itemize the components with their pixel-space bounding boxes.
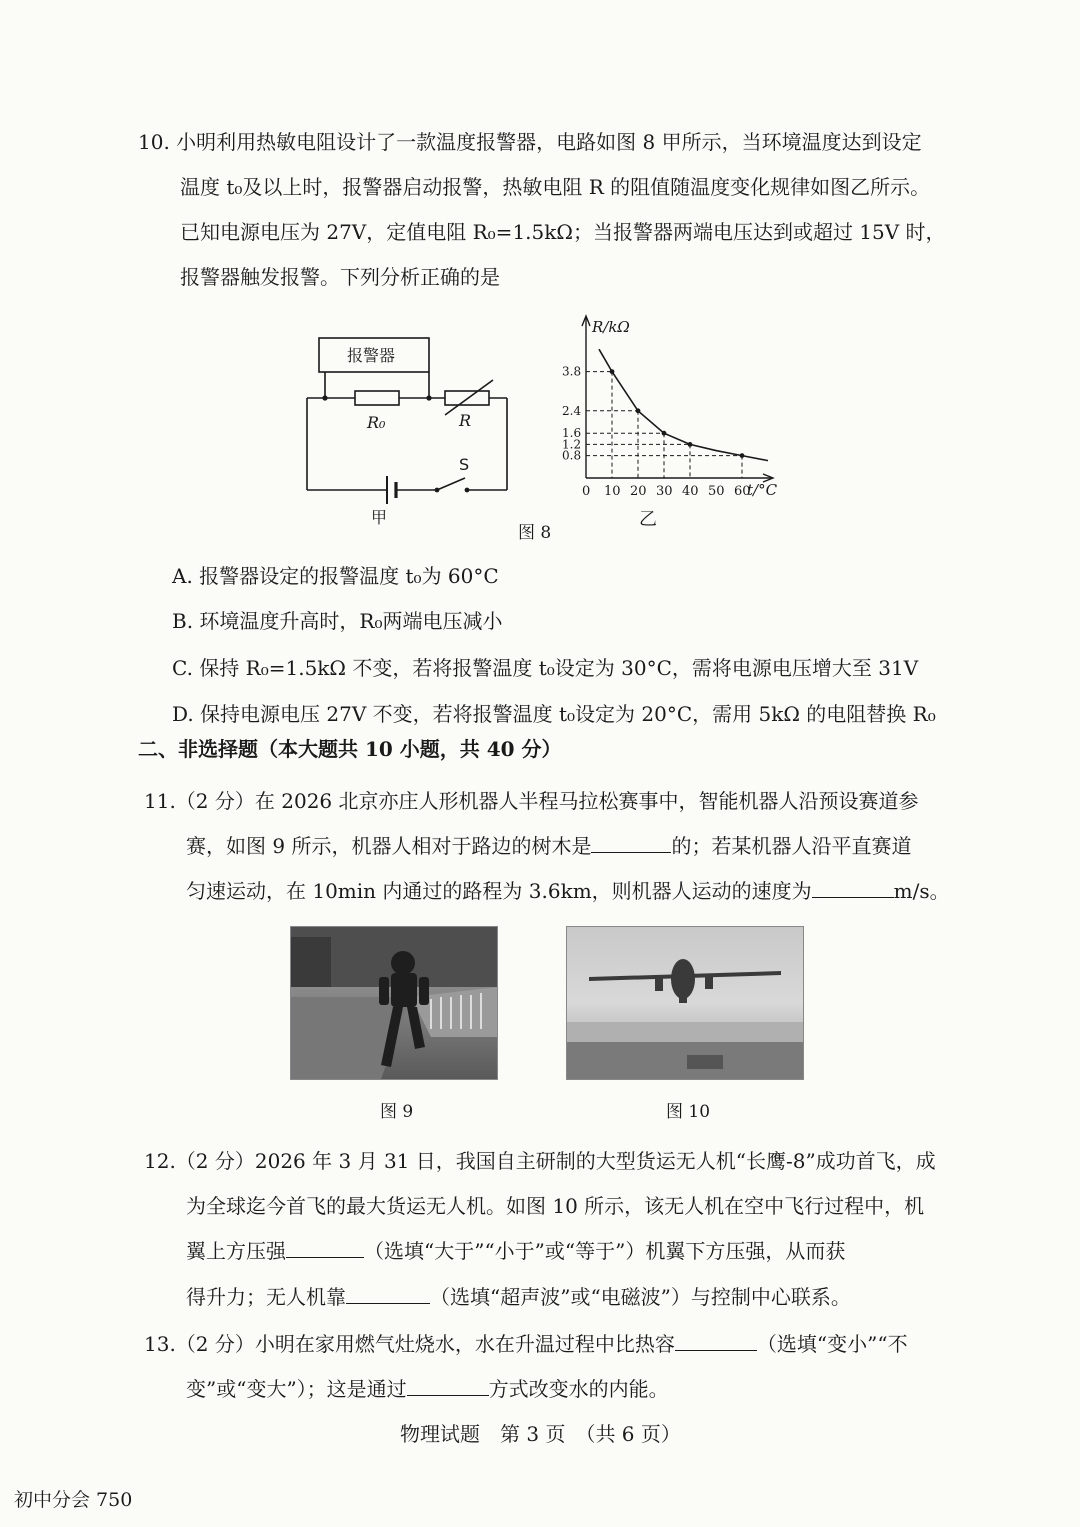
option-d: D. 保持电源电压 27V 不变，若将报警温度 t₀设定为 20°C，需用 5kΩ 的电阻替换 R₀ <box>172 702 936 726</box>
x-tick-label-3: 30 <box>656 484 673 499</box>
option-c: C. 保持 R₀=1.5kΩ 不变，若将报警温度 t₀设定为 30°C，需将电源电压增大至 31V <box>172 656 919 680</box>
circuit-diagram <box>295 330 525 530</box>
q12-line-4 <box>186 1283 851 1311</box>
r-label: R <box>459 411 472 430</box>
switch-label: S <box>459 455 470 474</box>
q13-l1a: 13.（2 分）小明在家用燃气灶烧水，水在升温过程中比热容 <box>144 1332 675 1356</box>
figure-10-photo <box>566 926 804 1080</box>
r-t-graph <box>555 312 795 532</box>
figure-9-photo <box>290 926 498 1080</box>
figure-9-caption: 图 9 <box>380 1102 414 1122</box>
q11-blank-2[interactable] <box>812 877 894 898</box>
q12-line-2: 为全球迄今首飞的最大货运无人机。如图 10 所示，该无人机在空中飞行过程中，机 <box>186 1194 925 1218</box>
data-point-4 <box>740 453 745 458</box>
q10-line-4: 报警器触发报警。下列分析正确的是 <box>180 265 500 289</box>
data-point-1 <box>636 408 641 413</box>
q11-line-1: 11.（2 分）在 2026 北京亦庄人形机器人半程马拉松赛事中，智能机器人沿预设赛道参 <box>144 789 919 813</box>
data-point-0 <box>610 369 615 374</box>
q13-line-1 <box>144 1330 908 1358</box>
q12-l4a: 得升力；无人机靠 <box>186 1285 346 1309</box>
q12-l3b: （选填“大于”“小于”或“等于”）机翼下方压强，从而获 <box>364 1239 846 1263</box>
x-tick-label-2: 20 <box>630 484 647 499</box>
q11-l2b: 的；若某机器人沿平直赛道 <box>671 834 912 858</box>
data-point-2 <box>662 431 667 436</box>
r0-label: R₀ <box>367 413 386 432</box>
q10-line-1: 10. 小明利用热敏电阻设计了一款温度报警器，电路如图 8 甲所示，当环境温度达到设定 <box>138 130 922 154</box>
q13-blank-1[interactable] <box>675 1330 757 1351</box>
q12-line-1: 12.（2 分）2026 年 3 月 31 日，我国自主研制的大型货运无人机“长鹰-8”成功首飞，成 <box>144 1149 936 1173</box>
y-tick-label-1: 1.2 <box>562 437 582 452</box>
option-a: A. 报警器设定的报警温度 t₀为 60°C <box>172 564 499 588</box>
x-tick-label-5: 50 <box>708 484 725 499</box>
y-tick-label-4: 3.8 <box>562 364 582 379</box>
q13-l1b: （选填“变小”“不 <box>756 1332 908 1356</box>
q13-l2b: 方式改变水的内能。 <box>488 1377 669 1401</box>
q13-blank-2[interactable] <box>407 1375 489 1396</box>
option-b: B. 环境温度升高时，R₀两端电压减小 <box>172 609 503 633</box>
q11-l2a: 赛，如图 9 所示，机器人相对于路边的树木是 <box>186 834 592 858</box>
section-2-heading: 二、非选择题（本大题共 10 小题，共 40 分） <box>138 737 562 761</box>
q12-blank-1[interactable] <box>286 1237 364 1258</box>
q11-line-2 <box>186 832 911 860</box>
y-axis-label: R/kΩ <box>592 318 630 336</box>
graph-caption: 乙 <box>639 509 657 530</box>
r0-resistor <box>355 391 399 405</box>
x-axis-label: t/°C <box>747 481 778 499</box>
figure-8-caption: 图 8 <box>518 523 552 543</box>
q11-blank-1[interactable] <box>591 832 671 853</box>
x-tick-label-6: 60 <box>734 484 751 499</box>
watermark-text: 初中分会 750 <box>14 1489 133 1511</box>
q13-l2a: 变”或“变大”）；这是通过 <box>186 1377 407 1401</box>
q12-line-3 <box>186 1237 845 1265</box>
alarm-label: 报警器 <box>347 346 396 365</box>
circuit-caption: 甲 <box>371 508 388 527</box>
figure-10-caption: 图 10 <box>666 1102 711 1122</box>
q10-line-2: 温度 t₀及以上时，报警器启动报警，热敏电阻 R 的阻值随温度变化规律如图乙所示。 <box>180 175 931 199</box>
q13-line-2 <box>186 1375 669 1403</box>
data-point-3 <box>688 442 693 447</box>
q11-l3a: 匀速运动，在 10min 内通过的路程为 3.6km，则机器人运动的速度为 <box>186 879 812 903</box>
q12-l4b: （选填“超声波”或“电磁波”）与控制中心联系。 <box>430 1285 851 1309</box>
x-tick-label-4: 40 <box>682 484 699 499</box>
q10-line-3: 已知电源电压为 27V，定值电阻 R₀=1.5kΩ；当报警器两端电压达到或超过 15V 时， <box>180 220 946 244</box>
q11-l3b: m/s。 <box>893 879 950 903</box>
q11-line-3 <box>186 877 950 905</box>
y-tick-label-2: 1.6 <box>562 426 582 441</box>
q12-l3a: 翼上方压强 <box>186 1239 286 1263</box>
x-tick-label-0: 0 <box>582 484 591 499</box>
drone-silhouette <box>589 959 781 1003</box>
y-tick-label-0: 0.8 <box>562 448 582 463</box>
q12-blank-2[interactable] <box>346 1283 430 1304</box>
y-tick-label-3: 2.4 <box>562 403 582 418</box>
x-tick-label-1: 10 <box>604 484 621 499</box>
page-footer: 物理试题 第 3 页 （共 6 页） <box>400 1422 681 1446</box>
